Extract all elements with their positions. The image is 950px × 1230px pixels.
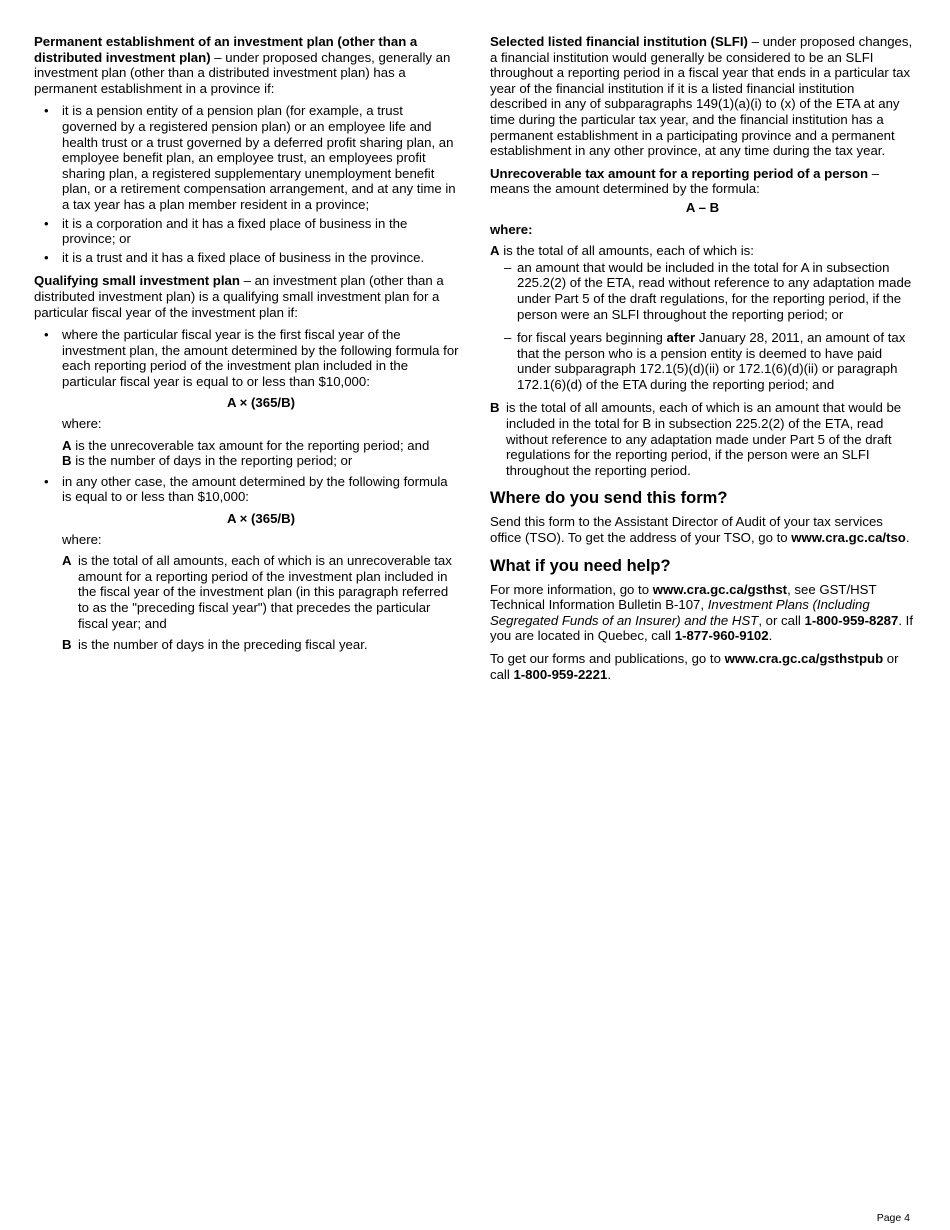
formula: A × (365/B) <box>226 511 296 527</box>
list-item: – an amount that would be included in the total for A in subsection 225.2(2) of the ETA, read without reference to any adaptation made under Part 5 of the draft regulations, for the reporting period, if the person were an SLFI throughout the reporting period; or <box>504 259 912 322</box>
bullet-icon: • <box>44 103 49 119</box>
quebec-phone-number: 1-877-960-9102 <box>674 628 769 644</box>
dash-icon: – <box>504 259 512 275</box>
variable-a-definition: A is the total of all amounts, each of which is an unrecoverable tax amount for a reporting period of the investment plan included in the fiscal year of the investment plan (in this paragraph referred to as the "preceding fiscal year") that precedes the particular fiscal year; and <box>62 553 452 631</box>
forms-text: To get our forms and publications, go to www.cra.gc.ca/gsthstpub or call 1-800-959-2221. <box>490 651 899 682</box>
bullet-icon: • <box>44 249 49 265</box>
help-heading: What if you need help? <box>490 556 671 575</box>
unrecoverable-tax-term: Unrecoverable tax amount for a reporting period of a person <box>490 165 869 181</box>
formula: A × (365/B) <box>226 395 296 411</box>
permanent-establishment-term: Permanent establishment of an investment plan (other than a distributed investment plan) <box>34 34 418 65</box>
list-item: • in any other case, the amount determined by the following formula is equal to or less than $10,000: <box>44 473 448 505</box>
variable-a-definition: A is the total of all amounts, each of which is: <box>490 243 754 259</box>
variable-a-definition: A is the unrecoverable tax amount for the reporting period; and <box>62 437 430 453</box>
list-item: • it is a trust and it has a fixed place of business in the province. <box>44 249 425 265</box>
variable-b-definition: B is the number of days in the reporting period; or <box>62 453 353 469</box>
tso-link[interactable]: www.cra.gc.ca/tso <box>791 530 906 546</box>
permanent-establishment-definition: Permanent establishment of an investment plan (other than a distributed investment plan) – under proposed changes, generally an investment plan (other than a distributed investment plan) has a permanent establishment in a province if: <box>34 34 451 96</box>
variable-b-definition: B is the number of days in the preceding fiscal year. <box>62 637 368 653</box>
send-form-heading: Where do you send this form? <box>490 489 728 508</box>
page-number: Page 4 <box>876 1212 910 1224</box>
left-column <box>34 34 460 653</box>
list-item: • it is a corporation and it has a fixed place of business in the province; or <box>44 215 408 247</box>
gsthst-link[interactable]: www.cra.gc.ca/gsthst <box>652 581 788 597</box>
qsip-term: Qualifying small investment plan <box>34 273 240 289</box>
variable-b-definition: B is the total of all amounts, each of which is an amount that would be included in the total for B in subsection 225.2(2) of the ETA, read without reference to any adaptation made under Part 5 of the draft regulations for the reporting period, if the person were an SLFI throughout the reporting period. <box>490 400 902 478</box>
right-column <box>490 34 915 689</box>
formula-block <box>34 395 460 468</box>
where-label: where: <box>62 531 102 547</box>
formula-block <box>34 511 460 653</box>
variable-definitions <box>62 438 460 469</box>
bulletin-title: Investment Plans (Including Segregated Funds of an Insurer) and the HST <box>490 597 870 628</box>
bullet-icon: • <box>44 327 49 343</box>
bullet-icon: • <box>44 215 49 231</box>
publications-link[interactable]: www.cra.gc.ca/gsthstpub <box>724 651 884 666</box>
send-form-text: Send this form to the Assistant Director of Audit of your tax services office (TSO). To get the address of your TSO, go to www.cra.gc.ca/tso. <box>490 514 910 546</box>
qualifying-small-investment-plan-definition: Qualifying small investment plan – an investment plan (other than a distributed investment plan) is a qualifying small investment plan for a particular fiscal year of the investment plan if: <box>34 273 444 320</box>
bullet-icon: • <box>44 473 49 489</box>
help-text: For more information, go to www.cra.gc.ca/gsthst, see GST/HST Technical Information Bulletin B-107, Investment Plans (Including Segregated Funds of an Insurer) and the HST, or call 1-800-959-8287. If you are located in Quebec, call 1-877-960-9102. <box>490 581 913 644</box>
formula: A – B <box>685 199 720 215</box>
slfi-definition: Selected listed financial institution (SLFI) – under proposed changes, a financial institution would generally be considered to be an SLFI throughout a reporting period in a fiscal year that ends in a particular tax year of the financial institution if it is a listed financial institution described in any of subparagraphs 149(1)(a)(i) to (x) of the ETA at any time during the particular tax year, and the financial institution has a permanent establishment in a participating province and a permanent establishment in any other province, at any time during the tax year. <box>490 34 913 159</box>
where-label: where: <box>490 221 533 237</box>
slfi-term: Selected listed financial institution (SLFI) <box>490 34 748 49</box>
unrecoverable-tax-definition: Unrecoverable tax amount for a reporting period of a person – means the amount determined by the formula: <box>490 165 880 197</box>
where-label: where: <box>62 416 102 432</box>
forms-phone-number: 1-800-959-2221 <box>513 666 608 682</box>
dash-icon: – <box>504 330 512 346</box>
list-item: • where the particular fiscal year is the first fiscal year of the investment plan, the amount determined by the following formula for each reporting period of the investment plan included in the particular fiscal year is equal to or less than $10,000: <box>44 327 459 389</box>
list-item: – for fiscal years beginning after January 28, 2011, an amount of tax that the person who is a pension entity is deemed to have paid under subparagraph 172.1(5)(d)(ii) or 172.1(6)(d)(ii) or paragraph 172.1(6)(d) of the ETA during the reporting period; and <box>504 330 906 392</box>
list-item: • it is a pension entity of a pension plan (for example, a trust governed by a registered pension plan) or an employee life and health trust or a trust governed by a deferred profit sharing plan, an employee benefit plan, an employee trust, an employees profit sharing plan, a registered supplementary unemployment benefit plan, or a retirement compensation arrangement, and at any time in a tax year has a plan member resident in a province; <box>44 103 456 212</box>
phone-number: 1-800-959-8287 <box>804 612 899 628</box>
